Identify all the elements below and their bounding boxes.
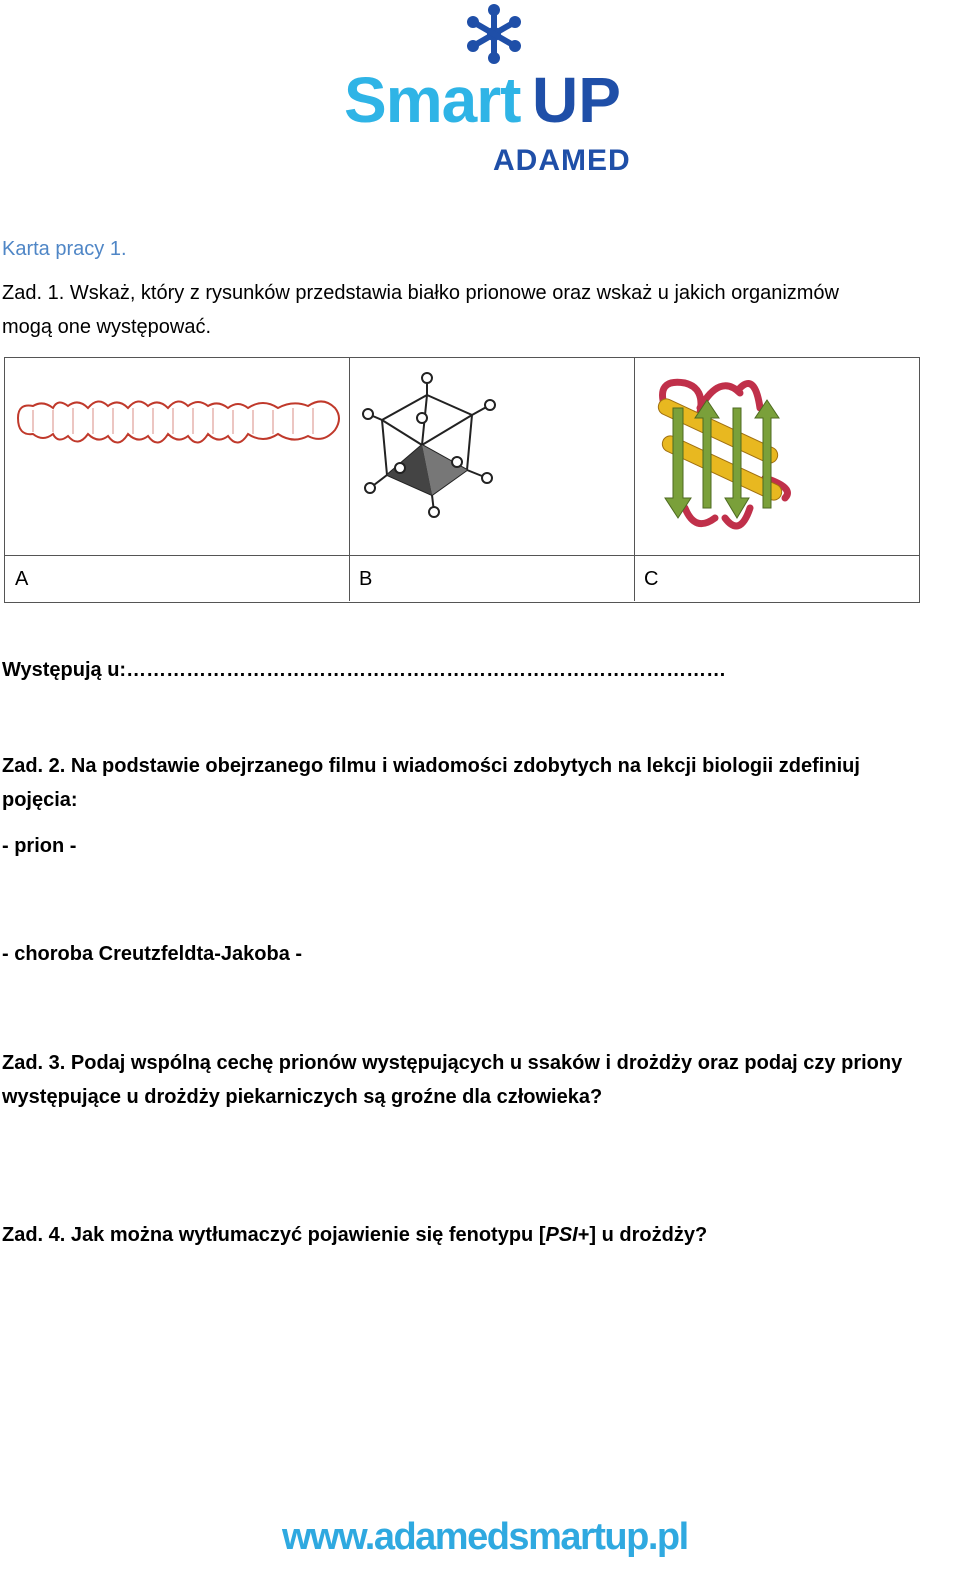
task4-line xyxy=(2,1218,707,1252)
figure-cell-b xyxy=(350,358,635,601)
task2-term-cjd: - choroba Creutzfeldta-Jakoba - xyxy=(2,943,303,965)
task1-answer-line: Występują u:……………………………………………………………………………… xyxy=(2,659,727,681)
task2-line1: Zad. 2. Na podstawie obejrzanego filmu i wiadomości zdobytych na lekcji biologii zdefiniuj xyxy=(2,755,860,777)
task4-suffix: +] u drożdży? xyxy=(577,1224,708,1246)
logo-word-up: UP xyxy=(532,64,621,136)
figure-label-a: A xyxy=(15,568,29,590)
figure-cell-c xyxy=(635,358,921,601)
worksheet-title: Karta pracy 1. xyxy=(2,238,127,260)
task4-prefix: Zad. 4. Jak można wytłumaczyć pojawienie się fenotypu [ xyxy=(2,1224,546,1246)
task2-line2: pojęcia: xyxy=(2,789,78,811)
figure-table-divider xyxy=(5,555,919,556)
task1-line2: mogą one występować. xyxy=(2,316,212,338)
figure-table xyxy=(4,357,920,603)
task4-italic: PSI xyxy=(545,1224,578,1246)
prion-protein-illustration xyxy=(645,368,805,538)
task1-line1: Zad. 1. Wskaż, który z rysunków przedstawia białko prionowe oraz wskaż u jakich organizmów xyxy=(2,282,839,304)
logo-star-icon xyxy=(462,2,526,66)
figure-label-b: B xyxy=(359,568,373,590)
logo-brand-adamed: ADAMED xyxy=(493,144,631,177)
logo-word-smart: Smart xyxy=(344,64,521,136)
task2-term-prion: - prion - xyxy=(2,835,77,857)
smartup-logo xyxy=(340,0,650,185)
protein-chain-illustration xyxy=(13,378,343,468)
task3-line1: Zad. 3. Podaj wspólną cechę prionów występujących u ssaków i drożdży oraz podaj czy priony xyxy=(2,1052,903,1074)
virus-capsid-illustration xyxy=(362,370,502,520)
figure-cell-a xyxy=(5,358,350,601)
footer-url-link[interactable]: www.adamedsmartup.pl xyxy=(282,1516,688,1558)
task3-line2: występujące u drożdży piekarniczych są groźne dla człowieka? xyxy=(2,1086,603,1108)
figure-label-c: C xyxy=(644,568,659,590)
